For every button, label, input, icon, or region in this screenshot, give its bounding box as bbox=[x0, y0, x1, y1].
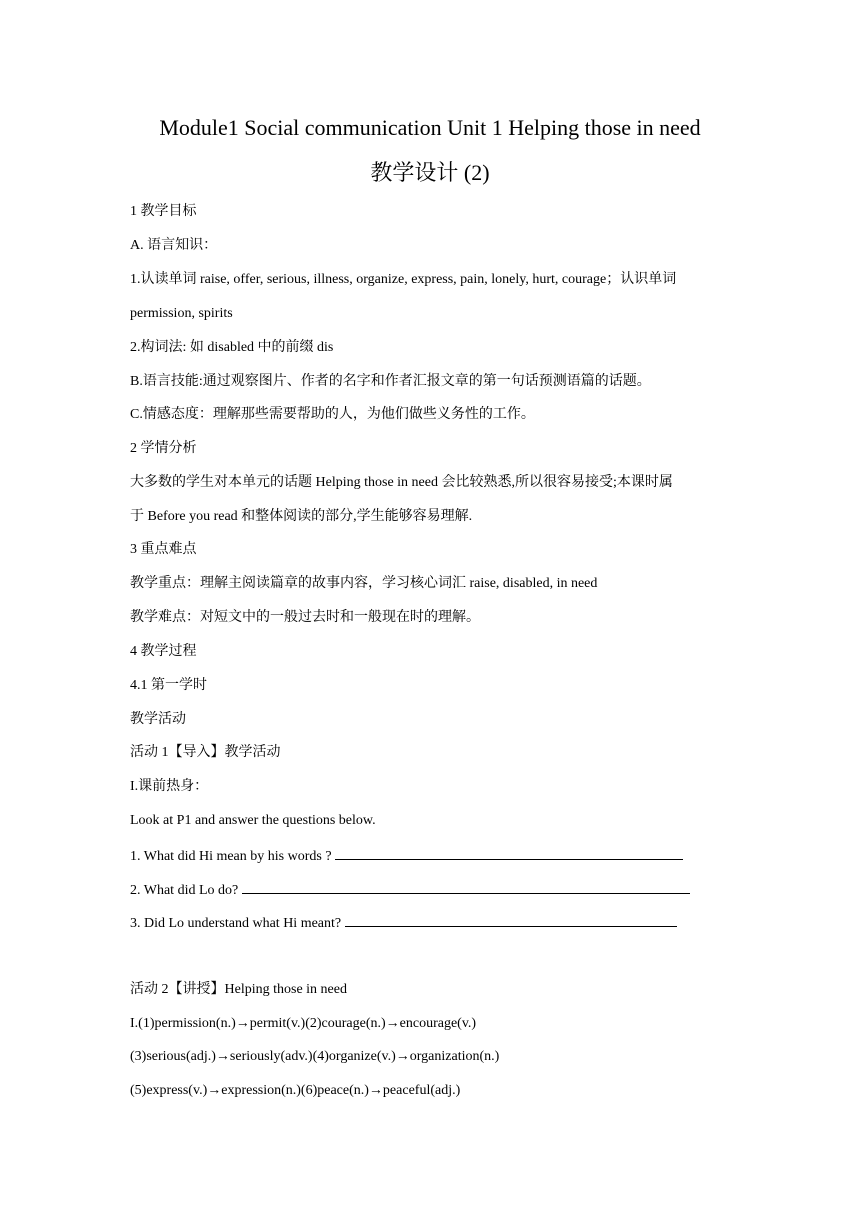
question-2-text: 2. What did Lo do? bbox=[130, 883, 239, 898]
question-3-text: 3. Did Lo understand what Hi meant? bbox=[130, 916, 342, 931]
key-heading: 3 重点难点 bbox=[130, 542, 197, 557]
word-form-1: I.(1)permission(n.)→permit(v.)(2)courage(n.)→encourage(v.) bbox=[130, 1016, 477, 1031]
analysis-line-1: 大多数的学生对本单元的话题 Helping those in need 会比较熟悉,所以很容易接受;本课时属 bbox=[130, 475, 673, 490]
attitude: C.情感态度：理解那些需要帮助的人，为他们做些义务性的工作。 bbox=[130, 407, 535, 422]
activity-2: 活动 2【讲授】Helping those in need bbox=[130, 982, 347, 997]
vocab-line-1: 1.认读单词 raise, offer, serious, illness, organize, express, pain, lonely, hurt, courage；认识单词 bbox=[130, 272, 677, 287]
warmup: I.课前热身： bbox=[130, 779, 209, 794]
word-form-3: (5)express(v.)→expression(n.)(6)peace(n.)→peaceful(adj.) bbox=[130, 1083, 461, 1098]
question-2 bbox=[130, 880, 690, 900]
answer-blank-3[interactable] bbox=[345, 913, 677, 927]
difficulty: 教学难点：对短文中的一般过去时和一般现在时的理解。 bbox=[130, 610, 480, 625]
question-1-text: 1. What did Hi mean by his words ? bbox=[130, 849, 332, 864]
look-instruction: Look at P1 and answer the questions below. bbox=[130, 813, 376, 828]
analysis-line-2: 于 Before you read 和整体阅读的部分,学生能够容易理解. bbox=[130, 509, 473, 524]
title-line-2: 教学设计 (2) bbox=[370, 160, 490, 185]
goals-heading: 1 教学目标 bbox=[130, 204, 197, 219]
question-3 bbox=[130, 913, 677, 933]
activity-1: 活动 1【导入】教学活动 bbox=[130, 745, 281, 760]
analysis-heading: 2 学情分析 bbox=[130, 441, 197, 456]
skills: B.语言技能:通过观察图片、作者的名字和作者汇报文章的第一句话预测语篇的话题。 bbox=[130, 374, 651, 389]
vocab-line-2: permission, spirits bbox=[130, 306, 233, 321]
title-line-1: Module1 Social communication Unit 1 Helping those in need bbox=[159, 115, 701, 140]
lang-knowledge: A. 语言知识： bbox=[130, 238, 218, 253]
process-heading: 4 教学过程 bbox=[130, 644, 197, 659]
key-point: 教学重点：理解主阅读篇章的故事内容，学习核心词汇 raise, disabled, in need bbox=[130, 576, 598, 591]
question-1 bbox=[130, 846, 683, 866]
activities: 教学活动 bbox=[130, 712, 186, 727]
word-form-2: (3)serious(adj.)→seriously(adv.)(4)organize(v.)→organization(n.) bbox=[130, 1049, 500, 1064]
answer-blank-2[interactable] bbox=[242, 880, 690, 894]
lesson-1: 4.1 第一学时 bbox=[130, 678, 207, 693]
answer-blank-1[interactable] bbox=[335, 846, 683, 860]
word-formation: 2.构词法: 如 disabled 中的前缀 dis bbox=[130, 340, 334, 355]
